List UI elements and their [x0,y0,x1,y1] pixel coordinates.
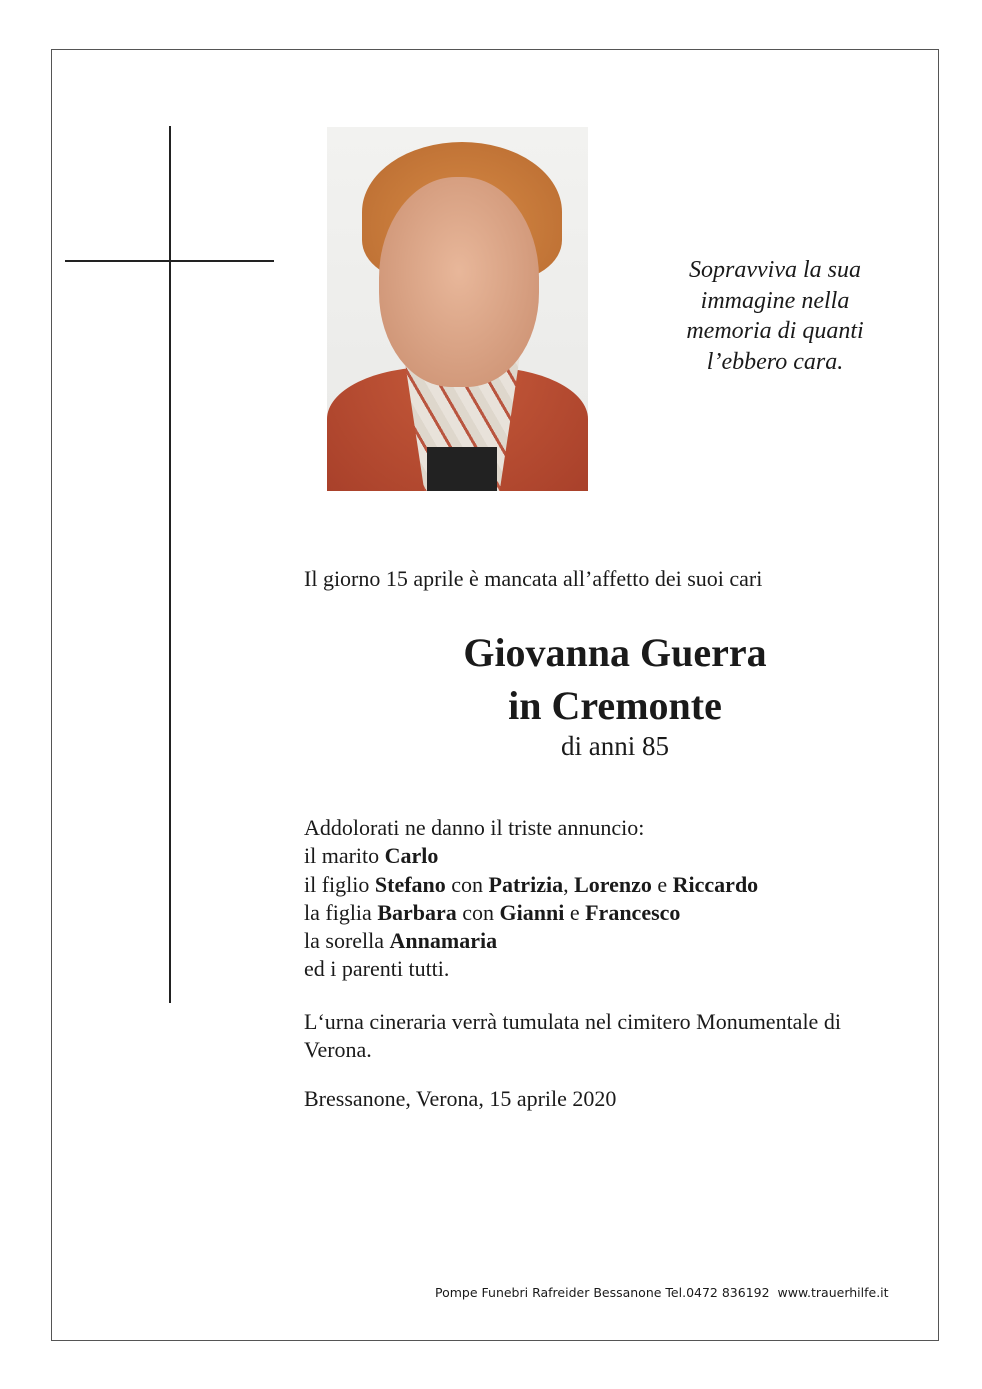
family-member-name: Stefano [374,871,446,897]
family-text: , [563,871,575,897]
family-member-name: Lorenzo [574,871,652,897]
family-member-name: Riccardo [672,871,759,897]
family-line [304,871,758,899]
family-member-name: Francesco [585,899,681,925]
intro-text: Il giorno 15 aprile è mancata all’affetto dei suoi cari [304,566,763,591]
family-member-name: Annamaria [389,928,498,954]
quote-line: memoria di quanti [686,318,864,344]
quote-line: Sopravviva la sua [689,257,861,283]
family-text: con [456,899,500,925]
portrait-photo [327,127,588,491]
family-text: Addolorati ne danno il triste annuncio: [304,815,645,840]
family-line [304,899,758,927]
cross-icon-horizontal [65,260,274,262]
funeral-home-footer: Pompe Funebri Rafreider Bessanone Tel.0472 836192 www.trauerhilfe.it [435,1285,889,1300]
family-text: il figlio [304,871,375,897]
cross-icon-vertical [169,126,171,1003]
name-line-2: in Cremonte [508,683,722,728]
quote-line: immagine nella [700,287,850,314]
family-text: la sorella [304,928,390,954]
urn-notice: L‘urna cineraria verrà tumulata nel cimitero Monumentale di Verona. [304,1009,841,1062]
family-member-name: Carlo [384,843,439,869]
family-text: e [564,899,586,925]
family-line [304,927,758,955]
family-member-name: Barbara [377,899,457,925]
age: di anni 85 [561,731,669,761]
family-text: la figlia [304,899,378,925]
family-line [304,814,758,842]
family-list [304,814,758,984]
family-line [304,955,758,983]
family-line [304,842,758,870]
family-text: il marito [304,843,385,869]
family-text: con [445,871,489,897]
family-member-name: Patrizia [488,871,564,897]
name-line-1: Giovanna Guerra [463,630,767,675]
deceased-name [440,626,790,732]
family-text: ed i parenti tutti. [304,956,450,982]
place-date: Bressanone, Verona, 15 aprile 2020 [304,1086,617,1111]
family-text: e [651,871,673,897]
quote-line: l’ebbero cara. [706,348,844,375]
memorial-quote [660,255,890,377]
family-member-name: Gianni [499,899,565,925]
